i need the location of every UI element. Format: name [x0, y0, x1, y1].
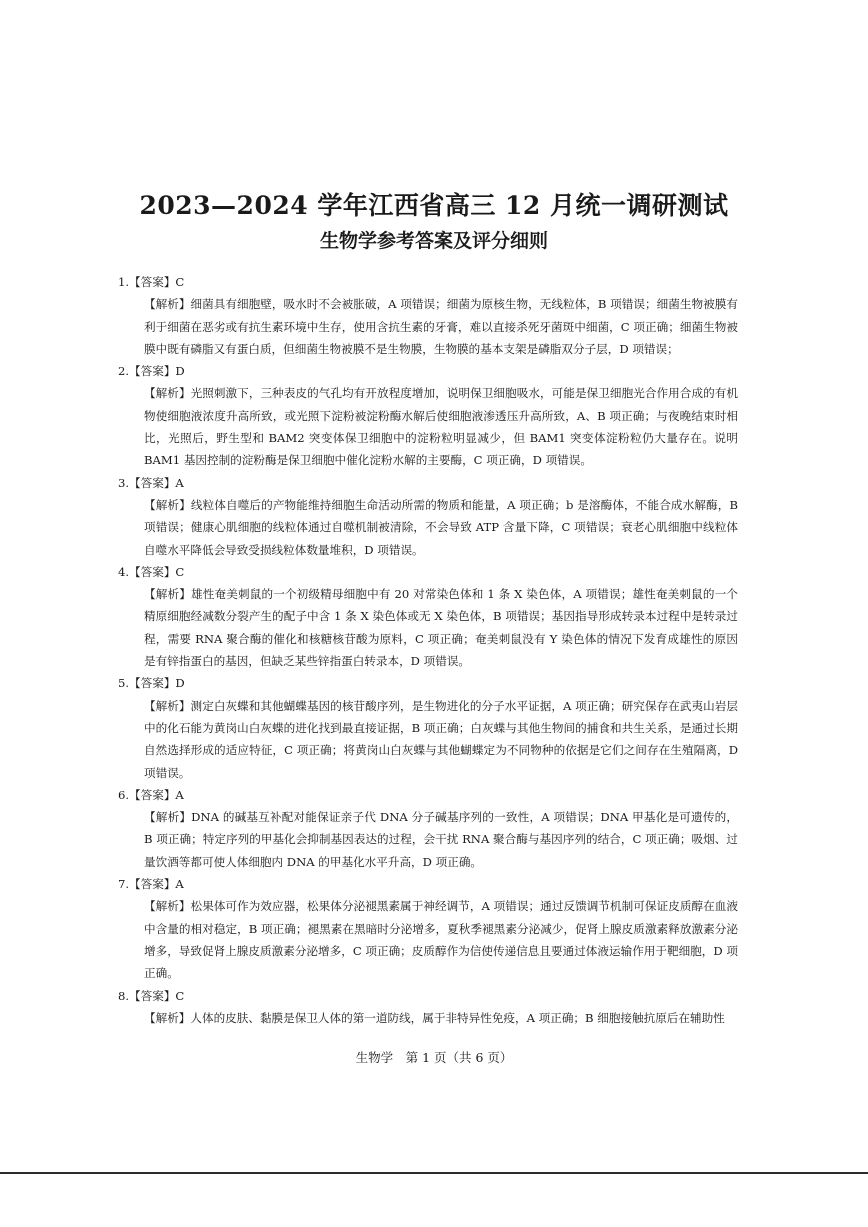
- question-item: [118, 360, 738, 471]
- question-item: [118, 271, 738, 360]
- question-answer: 4.【答案】C: [118, 564, 185, 579]
- question-analysis: 【解析】线粒体自噬后的产物能维持细胞生命活动所需的物质和能量，A 项正确；b 是溶酶体，不能合成水解酶，B 项错误；健康心肌细胞的线粒体通过自噬机制被清除，不会导致 ATP 含量下降，C 项错误；衰老心肌细胞中线粒体自噬水平降低会导致受损线粒体数量堆积，D 项错误。: [144, 497, 738, 557]
- bottom-divider: [0, 1172, 868, 1174]
- question-item: [118, 472, 738, 561]
- question-item: [118, 561, 738, 672]
- question-analysis: 【解析】人体的皮肤、黏膜是保卫人体的第一道防线，属于非特异性免疫，A 项正确；B 细胞接触抗原后在辅助性: [144, 1010, 725, 1025]
- document-subtitle: 生物学参考答案及评分细则: [319, 230, 548, 252]
- question-item: [118, 784, 738, 873]
- question-item: [118, 873, 738, 984]
- question-analysis: 【解析】测定白灰蝶和其他蝴蝶基因的核苷酸序列，是生物进化的分子水平证据，A 项正确；研究保存在武夷山岩层中的化石能为黄岗山白灰蝶的进化找到最直接证据，B 项正确；白灰蝶与其他生物间的捕食和共生关系，是通过长期自然选择形成的适应特征，C 项正确；将黄岗山白灰蝶与其他蝴蝶定为不同物种的依据是它们之间存在生殖隔离，D 项错误。: [144, 698, 738, 780]
- question-answer: 3.【答案】A: [118, 475, 184, 490]
- question-analysis: 【解析】松果体可作为效应器，松果体分泌褪黑素属于神经调节，A 项错误；通过反馈调节机制可保证皮质醇在血液中含量的相对稳定，B 项正确；褪黑素在黑暗时分泌增多，夏秋季褪黑素分泌减少，促肾上腺皮质激素释放激素分泌增多，导致促肾上腺皮质激素分泌增多，C 项正确；皮质醇作为信使传递信息且要通过体液运输作用于靶细胞，D 项正确。: [144, 899, 738, 981]
- question-answer: 7.【答案】A: [118, 877, 184, 892]
- question-analysis: 【解析】雄性奄美刺鼠的一个初级精母细胞中有 20 对常染色体和 1 条 X 染色体，A 项错误；雄性奄美刺鼠的一个精原细胞经减数分裂产生的配子中含 1 条 X 染色体或无 X 染色体，B 项错误；基因指导形成转录本过程中是转录过程，需要 RNA 聚合酶的催化和核糖核苷酸为原料，C 项正确；奄美刺鼠没有 Y 染色体的情况下发育成雄性的原因是有锌指蛋白的基因，但缺乏某些锌指蛋白转录本，D 项错误。: [144, 587, 738, 669]
- question-answer: 5.【答案】D: [118, 676, 185, 691]
- question-answer: 2.【答案】D: [118, 364, 185, 379]
- answer-list: [118, 271, 738, 1029]
- question-analysis: 【解析】DNA 的碱基互补配对能保证亲子代 DNA 分子碱基序列的一致性，A 项错误；DNA 甲基化是可遗传的，B 项正确；特定序列的甲基化会抑制基因表达的过程，会干扰 RNA 聚合酶与基因序列的结合，C 项正确；吸烟、过量饮酒等都可使人体细胞内 DNA 的甲基化水平升高，D 项正确。: [144, 810, 738, 869]
- question-answer: 1.【答案】C: [118, 275, 185, 289]
- document-title: 2023—2024 学年江西省高三 12 月统一调研测试: [139, 191, 729, 220]
- question-analysis: 【解析】细菌具有细胞壁，吸水时不会被胀破，A 项错误；细菌为原核生物，无线粒体，B 项错误；细菌生物被膜有利于细菌在恶劣或有抗生素环境中生存，使用含抗生素的牙膏，难以直接杀死牙菌斑中细菌，C 项正确；细菌生物被膜中既有磷脂又有蛋白质，但细菌生物被膜不是生物膜，生物膜的基本支架是磷脂双分子层，D 项错误；: [144, 297, 738, 356]
- question-analysis: 【解析】光照刺激下，三种表皮的气孔均有开放程度增加，说明保卫细胞吸水，可能是保卫细胞光合作用合成的有机物使细胞液浓度升高所致，或光照下淀粉被淀粉酶水解后使细胞液渗透压升高所致，A、B 项正确；与夜晚结束时相比，光照后，野生型和 BAM2 突变体保卫细胞中的淀粉粒明显减少，但 BAM1 突变体淀粉粒仍大量存在。说明 BAM1 基因控制的淀粉酶是保卫细胞中催化淀粉水解的主要酶，C 项正确，D 项错误。: [144, 386, 738, 468]
- question-item: [118, 985, 738, 1030]
- page-footer: 生物学 第 1 页（共 6 页）: [355, 1050, 513, 1065]
- question-answer: 6.【答案】A: [118, 787, 184, 802]
- question-item: [118, 672, 738, 783]
- question-answer: 8.【答案】C: [118, 988, 185, 1003]
